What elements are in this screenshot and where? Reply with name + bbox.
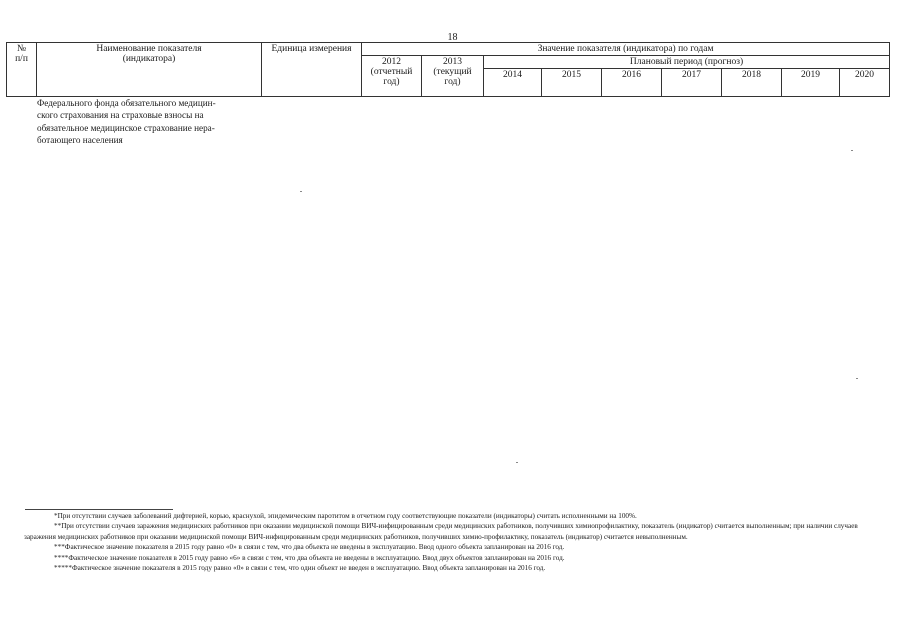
indicator-table bbox=[6, 42, 890, 97]
scan-speck bbox=[851, 150, 853, 151]
header-year-2012: 2012 (отчетный год) bbox=[362, 56, 422, 97]
header-year-2014: 2014 bbox=[484, 69, 542, 97]
footnote-5: *****Фактическое значение показателя в 2015 году равно «0» в связи с тем, что один объект не введен в эксплуатацию. Ввод объекта запланирован на 2016 год. bbox=[54, 564, 546, 573]
header-year-2017: 2017 bbox=[662, 69, 722, 97]
footnote-1: *При отсутствии случаев заболеваний дифтерией, корью, краснухой, эпидемическим паротитом в отчетном году соответствующие показатели (индикаторы) считать исполненными на 100%. bbox=[54, 512, 637, 520]
indicator-continuation-text: Федерального фонда обязательного медицин- ского страхования на страховые взносы на обязательное медицинское страхование нера- ботающего населения bbox=[37, 98, 216, 145]
page-number: 18 bbox=[447, 32, 458, 43]
footnote-4: ****Фактическое значение показателя в 2015 году равно «6» в связи с тем, что два объекта не введены в эксплуатацию. Ввод двух объектов запланирован на 2016 год. bbox=[54, 553, 565, 562]
footnote-separator bbox=[25, 509, 173, 510]
header-number: № п/п bbox=[7, 43, 37, 97]
header-year-2015: 2015 bbox=[542, 69, 602, 97]
header-year-2019: 2019 bbox=[782, 69, 840, 97]
header-planned-period: Плановый период (прогноз) bbox=[484, 56, 890, 69]
scan-speck bbox=[856, 378, 858, 379]
footnotes bbox=[24, 511, 882, 573]
header-year-2013: 2013 (текущий год) bbox=[422, 56, 484, 97]
header-year-2016: 2016 bbox=[602, 69, 662, 97]
scan-speck bbox=[516, 462, 518, 463]
header-indicator-name: Наименование показателя (индикатора) bbox=[37, 43, 262, 97]
header-values-by-year: Значение показателя (индикатора) по годам bbox=[362, 43, 890, 56]
header-year-2018: 2018 bbox=[722, 69, 782, 97]
header-unit: Единица измерения bbox=[262, 43, 362, 97]
header-year-2020: 2020 bbox=[840, 69, 890, 97]
footnote-2: **При отсутствии случаев заражения медицинских работников при оказании медицинской помощи ВИЧ-инфицированным среди медицинских работников, получивших химиопрофилактику, показатель (индикатор) считается выполненным; при наличии случаев заражения медицинских работников при оказании медицинской помощи ВИЧ-инфицированным среди медицинских работников, получивших химио-профилактику, показатель (индикатор) считается невыполненным. bbox=[24, 522, 858, 541]
footnote-3: ***Фактическое значение показателя в 2015 году равно «0» в связи с тем, что два объекта не введены в эксплуатацию. Ввод одного объекта запланирован на 2016 год. bbox=[54, 543, 565, 552]
scan-speck bbox=[300, 191, 302, 192]
